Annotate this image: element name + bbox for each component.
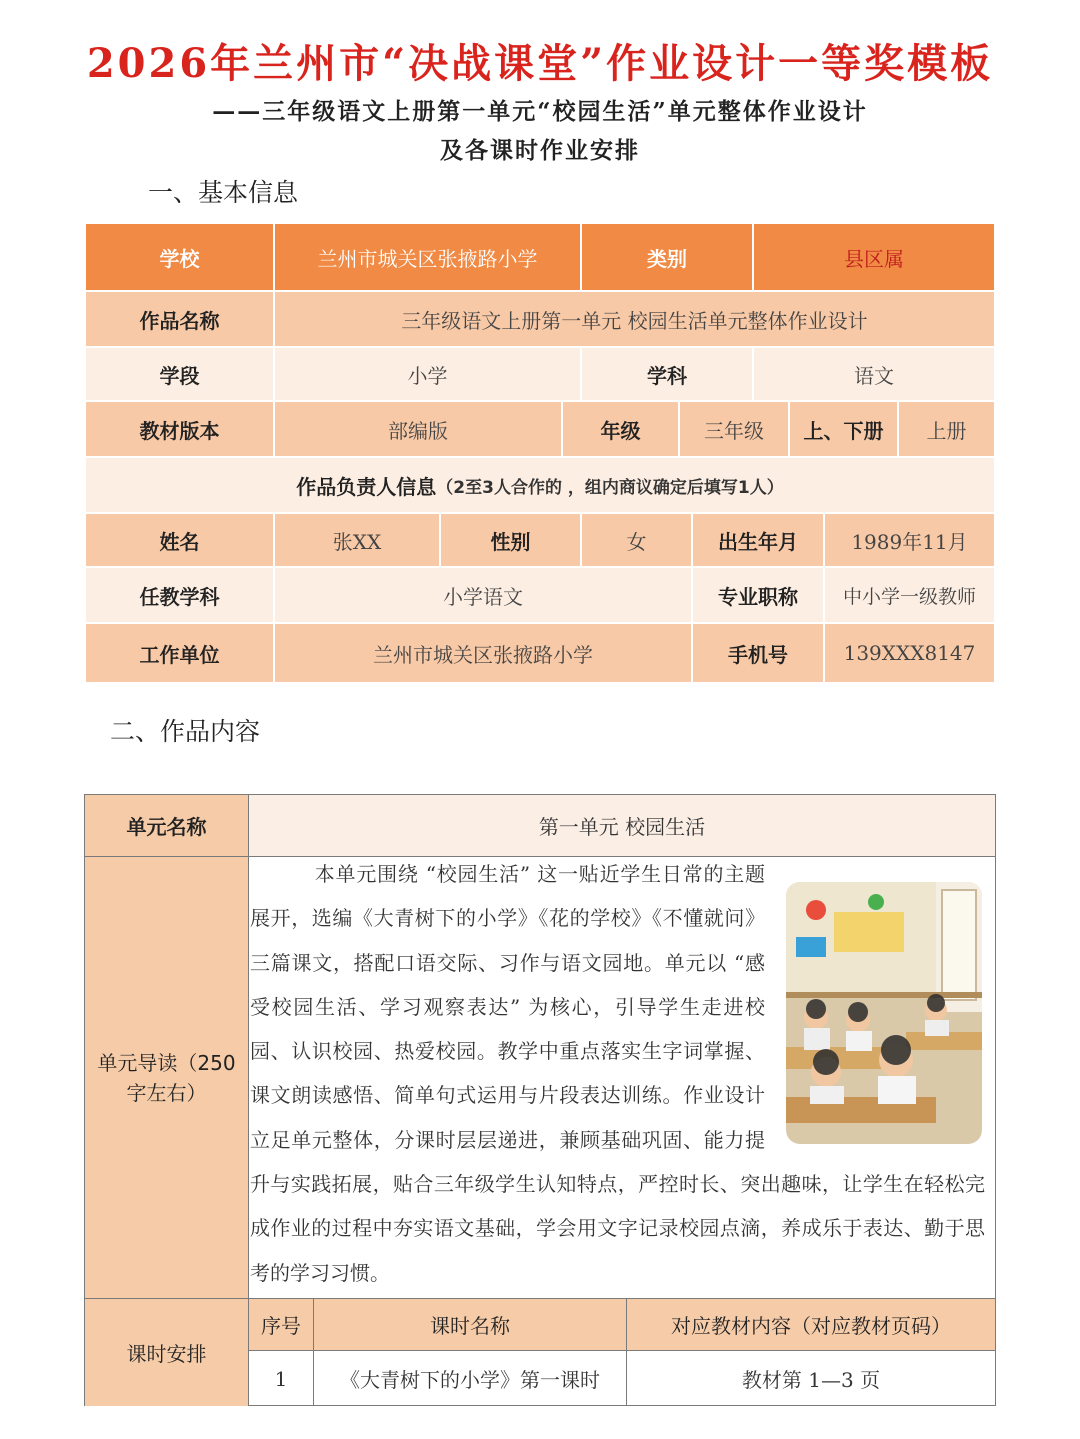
- category-value: 县区属: [754, 224, 994, 290]
- category-label: 类别: [582, 224, 752, 290]
- subject-label: 学科: [582, 348, 752, 400]
- unit-intro-text: 本单元围绕 “校园生活” 这一贴近学生日常的主题展开，选编《大青树下的小学》《花的学校》《不懂就问》三篇课文，搭配口语交际、习作与语文园地。单元以 “感受校园生活、学习观察表达” 为核心，引导学生走进校园、认识校园、热爱校园。教学中重点落实生字词掌握、课文朗读感悟、简单句式运用与片段表达训练。作业设计立足单元整体，分课时层层递进，兼顾基础巩固、能力提升与实践拓展，贴合三年级学生认知特点，严控时长、突出趣味，让学生在轻松完成作业的过程中夯实语文基础，学会用文字记录校园点滴，养成乐于表达、勤于思考的学习习惯。: [250, 862, 985, 1285]
- section-heading-work-content: 二、作品内容: [110, 717, 261, 746]
- work-name-value: 三年级语文上册第一单元 校园生活单元整体作业设计: [275, 292, 994, 346]
- schedule-label: 课时安排: [85, 1299, 249, 1406]
- birth-value: 1989年11月: [825, 514, 994, 566]
- name-value: 张XX: [275, 514, 439, 566]
- teaching-subject-value: 小学语文: [275, 568, 691, 622]
- schedule-header-index: 序号: [249, 1299, 314, 1351]
- name-label: 姓名: [86, 514, 273, 566]
- teaching-subject-label: 任教学科: [86, 568, 273, 622]
- birth-label: 出生年月: [693, 514, 823, 566]
- workplace-value: 兰州市城关区张掖路小学: [275, 624, 691, 682]
- textbook-label: 教材版本: [86, 402, 273, 456]
- stage-value: 小学: [275, 348, 580, 400]
- school-label: 学校: [86, 224, 273, 290]
- gender-label: 性别: [441, 514, 580, 566]
- page-title: 2026年兰州市“决战课堂”作业设计一等奖模板: [86, 40, 994, 87]
- phone-label: 手机号: [693, 624, 823, 682]
- phone-value: 139XXX8147: [825, 624, 994, 682]
- page-subtitle-line1: ——三年级语文上册第一单元“校园生活”单元整体作业设计: [212, 98, 868, 125]
- gender-value: 女: [582, 514, 691, 566]
- grade-value: 三年级: [680, 402, 788, 456]
- unit-name-value: 第一单元 校园生活: [249, 795, 995, 857]
- schedule-header-pages: 对应教材内容（对应教材页码）: [627, 1299, 995, 1351]
- schedule-row-pages: 教材第 1—3 页: [741, 1368, 881, 1392]
- subject-value: 语文: [754, 348, 994, 400]
- section-heading-basic-info: 一、基本信息: [148, 178, 299, 207]
- responsible-info-heading: [86, 458, 994, 512]
- school-value: 兰州市城关区张掖路小学: [275, 224, 580, 290]
- unit-intro-label: 单元导读（250字左右）: [85, 857, 249, 1299]
- work-name-label: 作品名称: [86, 292, 273, 346]
- schedule-row-index: 1: [249, 1351, 314, 1406]
- schedule-header-lesson: 课时名称: [314, 1299, 627, 1351]
- textbook-value: 部编版: [275, 402, 561, 456]
- professional-title-label: 专业职称: [693, 568, 823, 622]
- classroom-photo: [786, 882, 982, 1144]
- page-subtitle-line2: 及各课时作业安排: [440, 137, 640, 164]
- responsible-note: （2至3人合作的 ，组内商议确定后填写1人）: [436, 477, 784, 498]
- workplace-label: 工作单位: [86, 624, 273, 682]
- volume-label: 上、下册: [790, 402, 897, 456]
- stage-label: 学段: [86, 348, 273, 400]
- unit-name-label: 单元名称: [85, 795, 249, 857]
- volume-value: 上册: [899, 402, 994, 456]
- responsible-title: 作品负责人信息: [296, 474, 437, 499]
- grade-label: 年级: [563, 402, 678, 456]
- professional-title-value: 中小学一级教师: [825, 568, 994, 622]
- schedule-row-lesson: 《大青树下的小学》第一课时: [314, 1351, 627, 1406]
